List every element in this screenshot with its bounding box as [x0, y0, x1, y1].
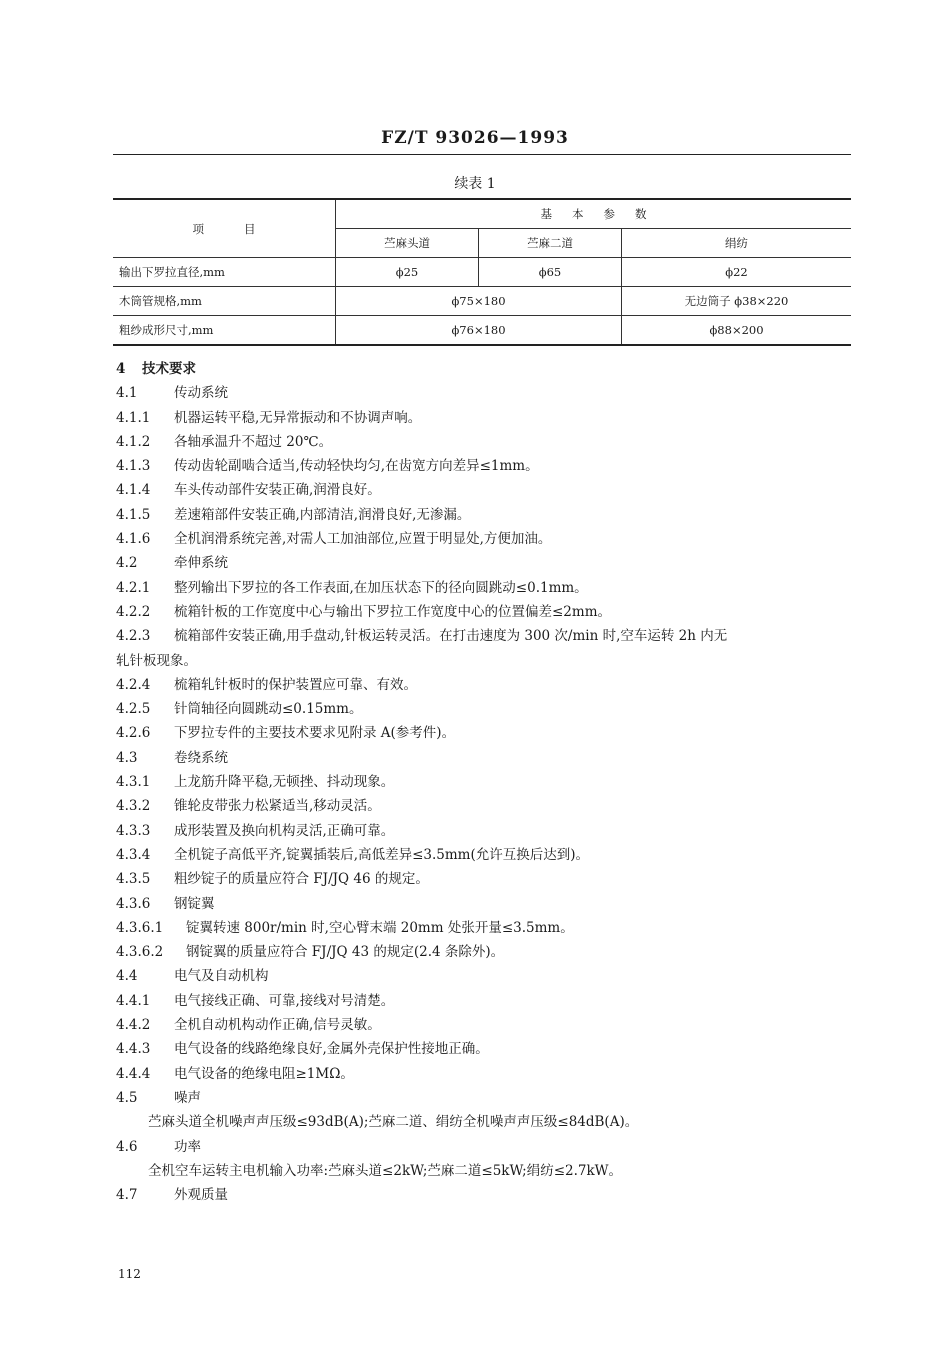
- clause-text: 外观质量: [174, 1187, 228, 1204]
- clause-number: 4.1: [116, 385, 138, 402]
- clause-text: 成形装置及换向机构灵活,正确可靠。: [174, 822, 395, 839]
- clause-text: 全机空车运转主电机输入功率:苎麻头道≤2kW;苎麻二道≤5kW;绢纺≤2.7kW。: [148, 1162, 623, 1179]
- column-header-basic-params: 基本参数: [336, 199, 852, 229]
- clause-line: [116, 649, 852, 673]
- clause-line: [116, 892, 852, 916]
- clause-number: 4.3: [116, 749, 138, 766]
- clause-text: 下罗拉专件的主要技术要求见附录 A(参考件)。: [174, 725, 456, 742]
- clause-text: 牵伸系统: [174, 555, 228, 572]
- clause-line: [116, 843, 852, 867]
- clause-number: 4.4.2: [116, 1017, 151, 1034]
- clause-text: 粗纱锭子的质量应符合 FJ/JQ 46 的规定。: [174, 871, 429, 888]
- section-number: 4: [116, 361, 126, 377]
- table-caption: 续表 1: [454, 176, 496, 192]
- clause-text: 全机自动机构动作正确,信号灵敏。: [174, 1017, 381, 1034]
- clause-text: 针筒轴径向圆跳动≤0.15mm。: [174, 701, 363, 718]
- clause-line: [116, 697, 852, 721]
- clause-list: [116, 381, 852, 1207]
- clause-number: 4.1.1: [116, 409, 151, 426]
- clause-text: 上龙筋升降平稳,无顿挫、抖动现象。: [174, 774, 395, 791]
- clause-line: [116, 576, 852, 600]
- clause-number: 4.3.3: [116, 822, 151, 839]
- clause-line: [116, 454, 852, 478]
- clause-line: [116, 381, 852, 405]
- clause-line: [116, 1110, 852, 1134]
- clause-number: 4.2.4: [116, 676, 151, 693]
- table-cell: ϕ25: [336, 258, 479, 287]
- clause-number: 4.2.6: [116, 725, 151, 742]
- clause-number: 4.3.6.2: [116, 944, 164, 961]
- table-row: [113, 258, 851, 287]
- clause-number: 4.7: [116, 1187, 138, 1204]
- clause-number: 4.3.4: [116, 846, 151, 863]
- row-label: 输出下罗拉直径,mm: [113, 258, 336, 287]
- clause-number: 4.3.5: [116, 871, 151, 888]
- clause-number: 4.1.2: [116, 433, 151, 450]
- clause-text: 功率: [174, 1138, 201, 1155]
- table-header-row: [113, 199, 851, 229]
- clause-text: 锥轮皮带张力松紧适当,移动灵活。: [174, 798, 381, 815]
- clause-line: [116, 989, 852, 1013]
- clause-number: 4.4.3: [116, 1041, 151, 1058]
- clause-text: 全机锭子高低平齐,锭翼插装后,高低差异≤3.5mm(允许互换后达到)。: [174, 846, 589, 863]
- clause-text: 苎麻头道全机噪声声压级≤93dB(A);苎麻二道、绢纺全机噪声声压级≤84dB(A)。: [148, 1114, 639, 1131]
- clause-text: 卷绕系统: [174, 749, 228, 766]
- clause-number: 4.2.1: [116, 579, 151, 596]
- clause-text: 传动系统: [174, 385, 228, 402]
- clause-number: 4.3.6.1: [116, 919, 164, 936]
- column-header-item: 项目: [113, 199, 336, 258]
- clause-line: [116, 503, 852, 527]
- row-label: 粗纱成形尺寸,mm: [113, 316, 336, 346]
- clause-text: 差速箱部件安装正确,内部清洁,润滑良好,无渗漏。: [174, 506, 471, 523]
- page-number: 112: [118, 1267, 141, 1281]
- row-label: 木筒管规格,mm: [113, 287, 336, 316]
- column-header-silk-spinning: 绢纺: [622, 229, 852, 258]
- clause-text: 钢锭翼: [174, 895, 215, 912]
- clause-line: [116, 600, 852, 624]
- clause-line: [116, 1013, 852, 1037]
- clause-number: 4.4.1: [116, 992, 151, 1009]
- section-heading: [116, 357, 852, 381]
- clause-text: 电气设备的绝缘电阻≥1MΩ。: [174, 1065, 354, 1082]
- clause-line: [116, 916, 852, 940]
- clause-line: [116, 1183, 852, 1207]
- table-row: [113, 287, 851, 316]
- clause-text: 钢锭翼的质量应符合 FJ/JQ 43 的规定(2.4 条除外)。: [186, 944, 505, 961]
- clause-number: 4.5: [116, 1089, 138, 1106]
- table-cell: 无边筒子 ϕ38×220: [622, 287, 852, 316]
- clause-text: 全机润滑系统完善,对需人工加油部位,应置于明显处,方便加油。: [174, 531, 552, 548]
- clause-line: [116, 527, 852, 551]
- clause-text: 轧针板现象。: [116, 652, 197, 669]
- clause-text: 电气设备的线路绝缘良好,金属外壳保护性接地正确。: [174, 1041, 489, 1058]
- clause-text: 整列输出下罗拉的各工作表面,在加压状态下的径向圆跳动≤0.1mm。: [174, 579, 588, 596]
- clause-number: 4.3.6: [116, 895, 151, 912]
- clause-text: 梳箱部件安装正确,用手盘动,针板运转灵活。在打击速度为 300 次/min 时,空车运转 2h 内无: [174, 628, 728, 645]
- clause-line: [116, 673, 852, 697]
- clause-line: [116, 1159, 852, 1183]
- clause-line: [116, 551, 852, 575]
- section-title: 技术要求: [142, 361, 196, 377]
- clause-text: 梳箱轧针板时的保护装置应可靠、有效。: [174, 676, 417, 693]
- clause-number: 4.1.6: [116, 531, 151, 548]
- clause-text: 电气及自动机构: [174, 968, 269, 985]
- clause-line: [116, 430, 852, 454]
- table-cell: ϕ76×180: [336, 316, 622, 346]
- clause-line: [116, 964, 852, 988]
- clause-line: [116, 1135, 852, 1159]
- table-row: [113, 316, 851, 346]
- clause-text: 机器运转平稳,无异常振动和不协调声响。: [174, 409, 422, 426]
- clause-number: 4.1.4: [116, 482, 151, 499]
- clause-line: [116, 940, 852, 964]
- clause-number: 4.2.5: [116, 701, 151, 718]
- clause-line: [116, 406, 852, 430]
- clause-text: 噪声: [174, 1089, 201, 1106]
- table-cell: ϕ75×180: [336, 287, 622, 316]
- parameter-table: [113, 198, 851, 346]
- clause-line: [116, 1037, 852, 1061]
- clause-number: 4.3.1: [116, 774, 151, 791]
- header-rule: [113, 154, 851, 155]
- clause-line: [116, 1086, 852, 1110]
- clause-text: 传动齿轮副啮合适当,传动轻快均匀,在齿宽方向差异≤1mm。: [174, 458, 539, 475]
- table-cell: ϕ22: [622, 258, 852, 287]
- clause-text: 车头传动部件安装正确,润滑良好。: [174, 482, 381, 499]
- standard-number-header: FZ/T 93026—1993: [381, 128, 569, 148]
- clause-number: 4.2: [116, 555, 138, 572]
- clause-line: [116, 794, 852, 818]
- table-cell: ϕ65: [479, 258, 622, 287]
- clause-number: 4.2.2: [116, 603, 151, 620]
- column-header-ramie-second: 苎麻二道: [479, 229, 622, 258]
- clause-line: [116, 478, 852, 502]
- clause-line: [116, 770, 852, 794]
- clause-line: [116, 819, 852, 843]
- clause-line: [116, 624, 852, 648]
- clause-text: 各轴承温升不超过 20℃。: [174, 433, 333, 450]
- clause-line: [116, 867, 852, 891]
- clause-number: 4.1.3: [116, 458, 151, 475]
- section-body: [116, 357, 852, 1207]
- clause-line: [116, 746, 852, 770]
- clause-number: 4.3.2: [116, 798, 151, 815]
- clause-text: 电气接线正确、可靠,接线对号清楚。: [174, 992, 395, 1009]
- clause-text: 锭翼转速 800r/min 时,空心臂末端 20mm 处张开量≤3.5mm。: [186, 919, 574, 936]
- clause-number: 4.2.3: [116, 628, 151, 645]
- clause-text: 梳箱针板的工作宽度中心与输出下罗拉工作宽度中心的位置偏差≤2mm。: [174, 603, 612, 620]
- column-header-ramie-first: 苎麻头道: [336, 229, 479, 258]
- clause-line: [116, 721, 852, 745]
- clause-line: [116, 1062, 852, 1086]
- clause-number: 4.1.5: [116, 506, 151, 523]
- clause-number: 4.4.4: [116, 1065, 151, 1082]
- clause-number: 4.4: [116, 968, 138, 985]
- table-cell: ϕ88×200: [622, 316, 852, 346]
- clause-number: 4.6: [116, 1138, 138, 1155]
